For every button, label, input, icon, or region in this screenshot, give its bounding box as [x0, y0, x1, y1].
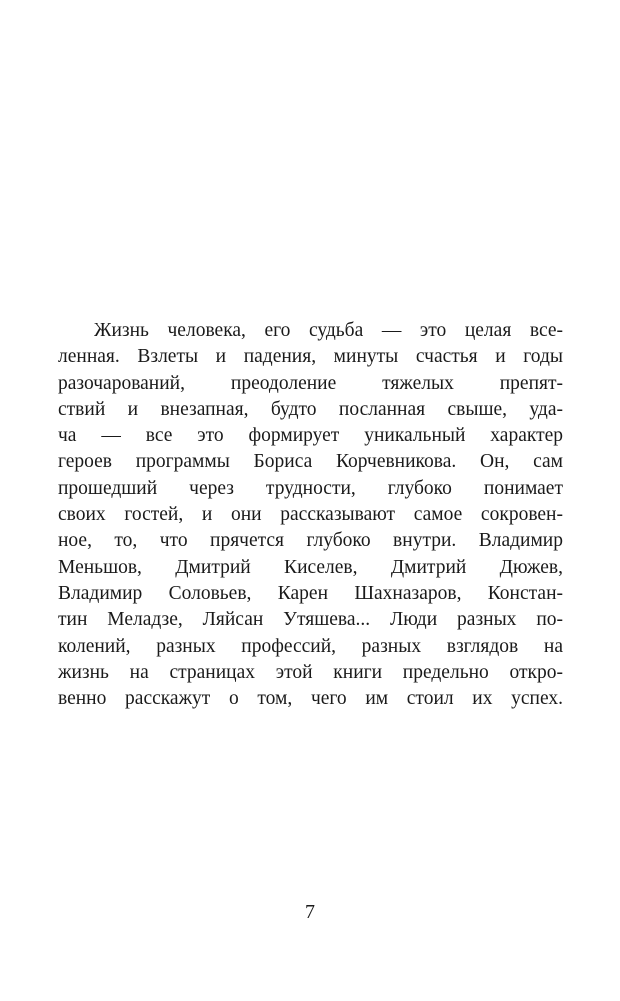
paragraph-line: жизнь на страницах этой книги предельно откро-	[58, 661, 563, 683]
body-paragraph	[58, 318, 563, 712]
paragraph-line: Владимир Соловьев, Карен Шахназаров, Констан-	[58, 582, 563, 604]
paragraph-line: прошедший через трудности, глубоко понимает	[58, 477, 563, 499]
paragraph-line: ствий и внезапная, будто посланная свыше, уда-	[58, 398, 563, 420]
paragraph-line: ное, то, что прячется глубоко внутри. Владимир	[58, 530, 563, 552]
paragraph-line: тин Меладзе, Ляйсан Утяшева... Люди разных по-	[58, 609, 563, 631]
paragraph-line: колений, разных профессий, разных взглядов на	[58, 635, 563, 657]
paragraph-line: своих гостей, и они рассказывают самое сокровен-	[58, 504, 563, 526]
paragraph-line: венно расскажут о том, чего им стоил их успех.	[58, 688, 563, 710]
paragraph-line: ча — все это формирует уникальный характер	[58, 425, 563, 447]
paragraph-line: разочарований, преодоление тяжелых препят-	[58, 372, 563, 394]
page-number: 7	[305, 901, 315, 923]
paragraph-line: героев программы Бориса Корчевникова. Он, сам	[58, 451, 563, 473]
paragraph-line: Жизнь человека, его судьба — это целая все-	[94, 320, 563, 341]
paragraph-line: ленная. Взлеты и падения, минуты счастья и годы	[58, 346, 563, 368]
paragraph-line: Меньшов, Дмитрий Киселев, Дмитрий Дюжев,	[58, 556, 563, 578]
